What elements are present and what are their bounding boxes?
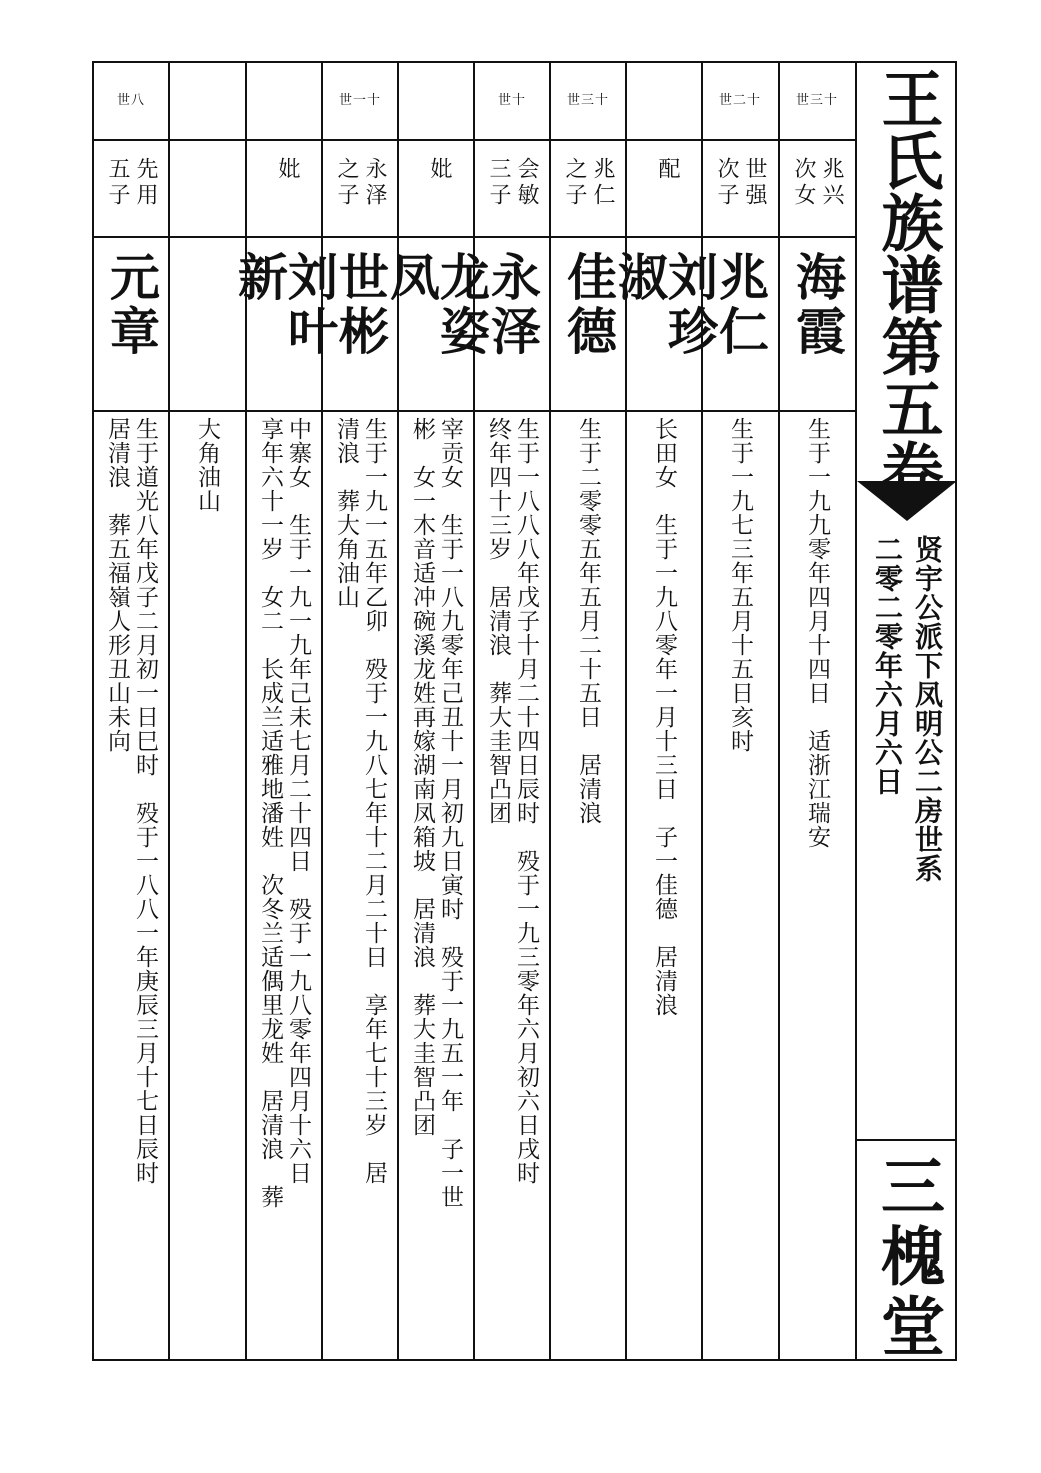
biography: 生于一九九零年四月十四日 适浙江瑞安	[804, 417, 830, 849]
person-name: 龙姿凤	[382, 251, 491, 359]
generation-label: 世三十	[795, 93, 838, 108]
biography: 生于一九七三年五月十五日亥时	[727, 417, 753, 753]
biography: 生于一八八八年戊子十月二十四日辰时 殁于一九三零年六月初六日戌时 终年四十三岁 居清浪 葬大圭智凸团	[485, 417, 539, 1185]
branch-subtitle: 贤宇公派下凤明公二房世系	[911, 535, 944, 883]
relation-label: 兆兴 次女	[791, 157, 844, 209]
generation-label: 世三十	[566, 93, 609, 108]
relation-label: 妣	[275, 157, 300, 183]
entry-column-longzifeng	[382, 61, 491, 1361]
entry-column-continuation	[169, 61, 245, 1361]
relation-label: 先用 五子	[105, 157, 158, 209]
person-name: 佳德	[559, 251, 618, 359]
subtitle-block	[857, 535, 957, 955]
person-name: 元章	[102, 251, 161, 359]
entry-column-liuzhenshu	[610, 61, 719, 1361]
relation-label	[169, 157, 245, 237]
biography: 生于一九一五年乙卯 殁于一九八七年十二月二十日 享年七十三岁 居 清浪 葬大角油山	[333, 417, 387, 1185]
relation-label: 会敏 三子	[486, 157, 539, 209]
relation-label: 配	[655, 157, 680, 183]
biography: 长田女 生于一九八零年一月十三日 子一佳德 居清浪	[651, 417, 677, 1017]
biography: 中寨女 生于一九一九年己未七月二十四日 殁于一九八零年四月十六日 享年六十一岁 女二 长成兰适雅地潘姓 次冬兰适偶里龙姓 居清浪 葬	[257, 417, 311, 1209]
biography: 大角油山	[194, 417, 220, 513]
person-name: 永泽	[483, 251, 542, 359]
relation-label: 永泽 之子	[334, 157, 387, 209]
generation-label: 世十	[497, 93, 526, 108]
person-name: 兆仁	[711, 251, 770, 359]
generation-label: 世二十	[718, 93, 761, 108]
biography: 宰贡女 生于一八九零年己丑十一月初九日寅时 殁于一九五一年 子一世 彬 女一木音适冲碗溪龙姓再嫁湖南凤箱坡 居清浪 葬大圭智凸团	[409, 417, 463, 1209]
entry-column-jiade	[550, 61, 626, 1361]
relation-label: 妣	[427, 157, 452, 183]
generation-label: 世八	[116, 93, 145, 108]
entry-column-liuyexin	[230, 61, 339, 1361]
biography: 生于二零零五年五月二十五日 居清浪	[575, 417, 601, 825]
book-title: 王氏族谱第五卷	[871, 67, 944, 501]
title-panel	[855, 61, 957, 1361]
entry-column-yuanzhang	[93, 61, 169, 1361]
fishtail-triangle	[857, 481, 957, 521]
fishtail-ornament	[857, 481, 957, 525]
generation-label: 世一十	[338, 93, 381, 108]
relation-label: 兆仁 之子	[562, 157, 615, 209]
hall-divider	[857, 1139, 957, 1141]
person-name: 刘珍淑	[610, 251, 719, 359]
person-name: 刘叶新	[230, 251, 339, 359]
compile-date: 二零二零年六月六日	[871, 535, 904, 796]
relation-label: 世强 次子	[714, 157, 767, 209]
entry-column-haixia	[779, 61, 855, 1361]
person-name: 世彬	[331, 251, 390, 359]
person-name	[169, 251, 245, 411]
biography: 生于道光八年戊子二月初一日巳时 殁于一八八一年庚辰三月十七日辰时 居清浪 葬五福嶺人形丑山未向	[104, 417, 158, 1185]
hall-name: 三槐堂	[870, 1153, 945, 1363]
person-name: 海霞	[788, 251, 847, 359]
